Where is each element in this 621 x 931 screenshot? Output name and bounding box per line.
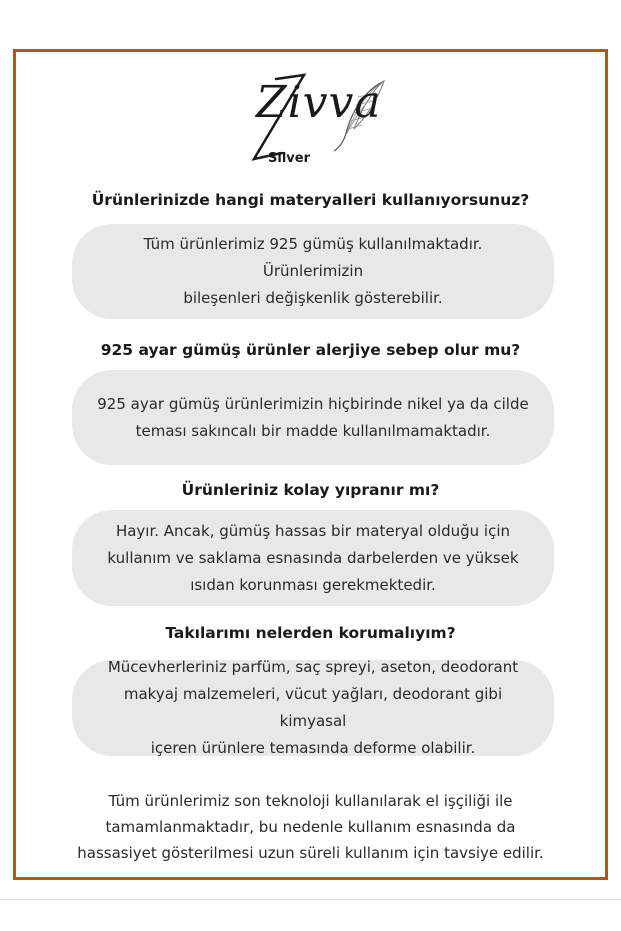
answer-line: Hayır. Ancak, gümüş hassas bir materyal olduğu için	[115, 521, 511, 540]
answer-line: 925 ayar gümüş ürünlerimizin hiçbirinde nikel ya da cilde	[97, 394, 529, 413]
footer-line: hassasiyet gösterilmesi uzun süreli kullanım için tavsiye edilir.	[77, 844, 544, 862]
faq-question-1: Ürünlerinizde hangi materyalleri kullanıyorsunuz?	[91, 191, 530, 209]
brand-name: Zivva	[256, 77, 382, 128]
answer-line: makyaj malzemeleri, vücut yağları, deodorant gibi kimyasal	[123, 685, 503, 730]
answer-line: ısıdan korunması gerekmektedir.	[190, 575, 436, 594]
answer-line: kullanım ve saklama esnasında darbelerden ve yüksek	[107, 548, 519, 567]
answer-line: Mücevherleriniz parfüm, saç spreyi, aseton, deodorant	[107, 658, 519, 676]
faq-answer-1	[72, 224, 554, 319]
faq-answer-4	[72, 660, 554, 756]
faq-question-3: Ürünleriniz kolay yıpranır mı?	[181, 481, 440, 499]
footer-line: tamamlanmaktadır, bu nedenle kullanım esnasında da	[105, 818, 516, 836]
answer-line: bileşenleri değişkenlik gösterebilir.	[183, 289, 443, 307]
brand-subtitle: Silver	[268, 151, 310, 166]
footer-note	[40, 788, 581, 866]
faq-question-4: Takılarımı nelerden korumalıyım?	[165, 624, 456, 642]
brand-logo	[236, 67, 386, 177]
answer-line: teması sakıncalı bir madde kullanılmamaktadır.	[135, 421, 491, 440]
faq-answer-2	[72, 370, 554, 465]
footer-line: Tüm ürünlerimiz son teknoloji kullanılarak el işçiliği ile	[108, 792, 513, 810]
bottom-divider	[0, 899, 621, 900]
faq-question-2: 925 ayar gümüş ürünler alerjiye sebep olur mu?	[100, 341, 521, 359]
answer-line: içeren ürünlere temasında deforme olabilir.	[150, 739, 476, 757]
faq-answer-3	[72, 510, 554, 606]
answer-line: Tüm ürünlerimiz 925 gümüş kullanılmaktadır. Ürünlerimizin	[143, 235, 483, 280]
